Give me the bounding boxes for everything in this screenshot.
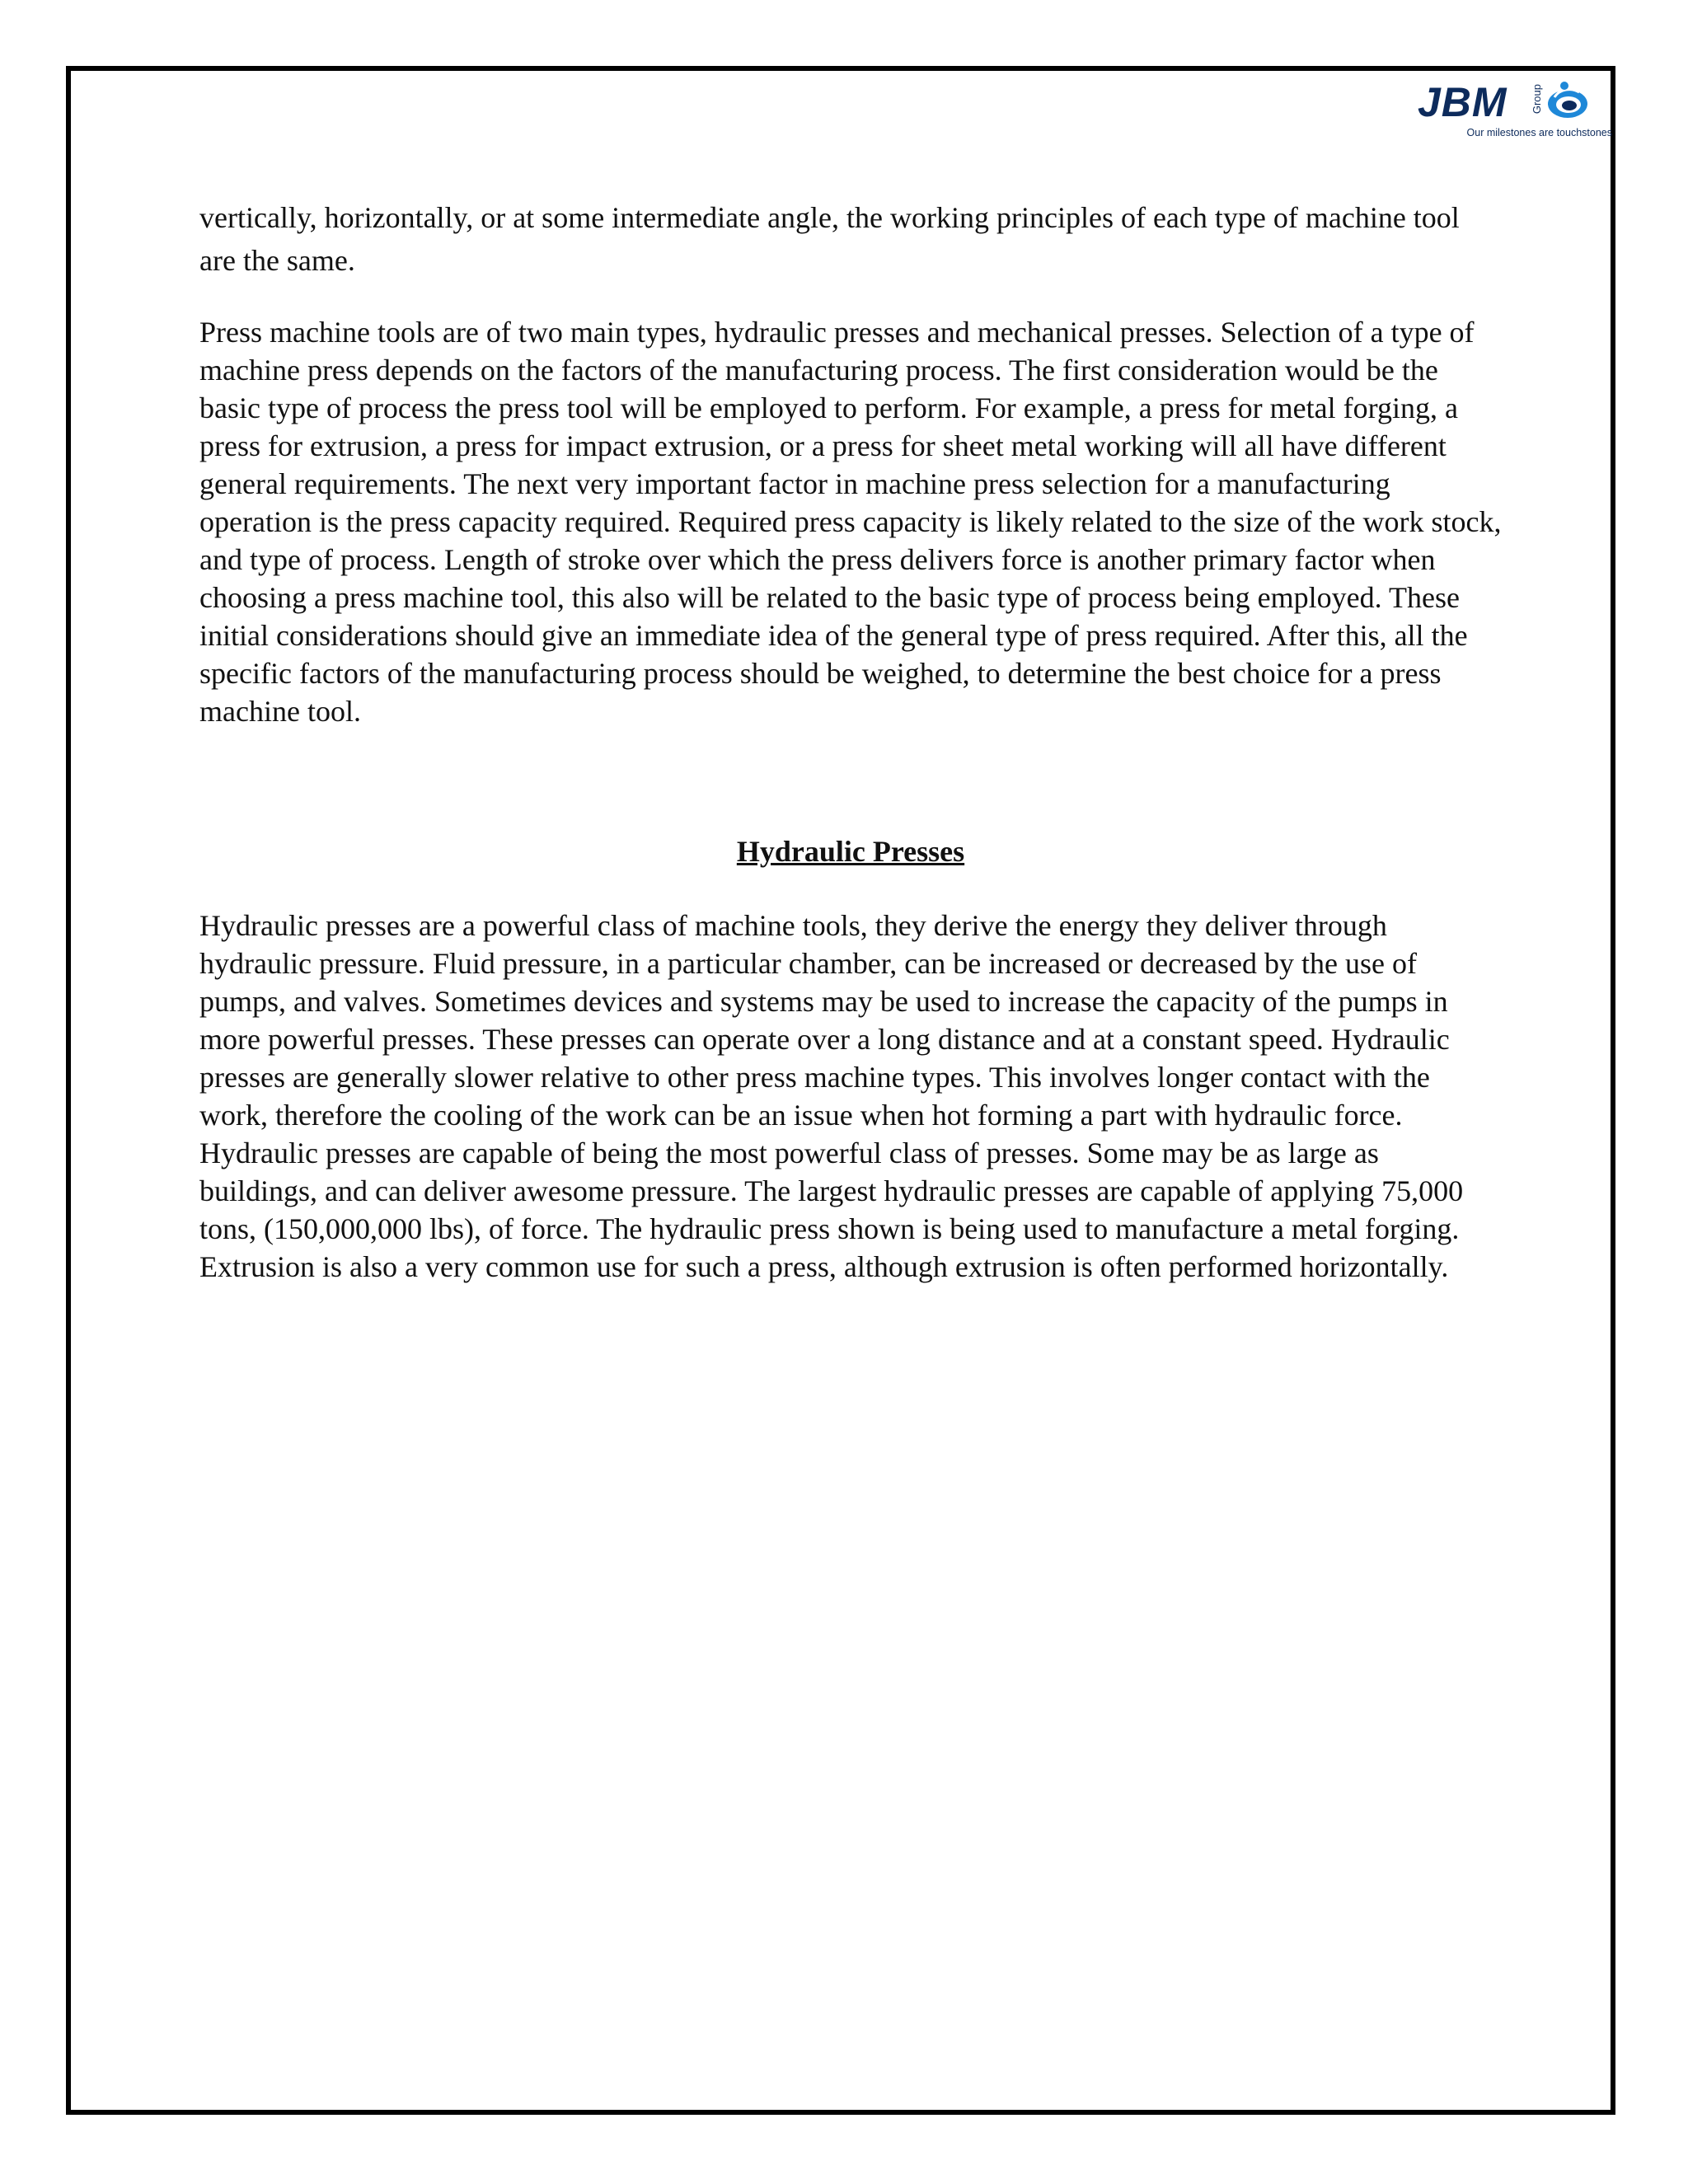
section-heading-hydraulic-presses: Hydraulic Presses: [736, 835, 965, 868]
paragraph-press-types: Press machine tools are of two main types, hydraulic presses and mechanical presses. Selection of a type of machine press depends on the factors of the manufacturing process. The first consideration would be the basic type of process the press tool will be employed to perform. For example, a press for metal forging, a press for extrusion, a press for impact extrusion, or a press for sheet metal working will all have different general requirements. The next very important factor in machine press selection for a manufacturing operation is the press capacity required. Required press capacity is likely related to the size of the work stock, and type of process. Length of stroke over which the press delivers force is another primary factor when choosing a press machine tool, this also will be related to the basic type of process being employed. These initial considerations should give an immediate idea of the general type of press required. After this, all the specific factors of the manufacturing process should be weighed, to determine the best choice for a press machine tool.: [199, 316, 1502, 728]
paragraph-hydraulic-presses: Hydraulic presses are a powerful class of machine tools, they derive the energy they deliver through hydraulic pressure. Fluid pressure, in a particular chamber, can be increased or decreased by the use of pumps, and valves. Sometimes devices and systems may be used to increase the capacity of the pumps in more powerful presses. These presses can operate over a long distance and at a constant speed. Hydraulic presses are generally slower relative to other press machine types. This involves longer contact with the work, therefore the cooling of the work can be an issue when hot forming a part with hydraulic force. Hydraulic presses are capable of being the most powerful class of presses. Some may be as large as buildings, and can deliver awesome pressure. The largest hydraulic presses are capable of applying 75,000 tons, (150,000,000 lbs), of force. The hydraulic press shown is being used to manufacture a metal forging. Extrusion is also a very common use for such a press, although extrusion is often performed horizontally.: [199, 909, 1464, 1283]
jbm-swirl-icon: [1546, 81, 1589, 120]
company-logo: [1418, 79, 1612, 145]
logo-group-label: Group: [1531, 84, 1543, 115]
document-body: [199, 196, 1502, 1286]
logo-wordmark: JBM: [1418, 79, 1507, 125]
logo-tagline: Our milestones are touchstones: [1466, 127, 1612, 138]
paragraph-intro-continuation: vertically, horizontally, or at some intermediate angle, the working principles of each type of machine tool are the same.: [199, 201, 1460, 277]
